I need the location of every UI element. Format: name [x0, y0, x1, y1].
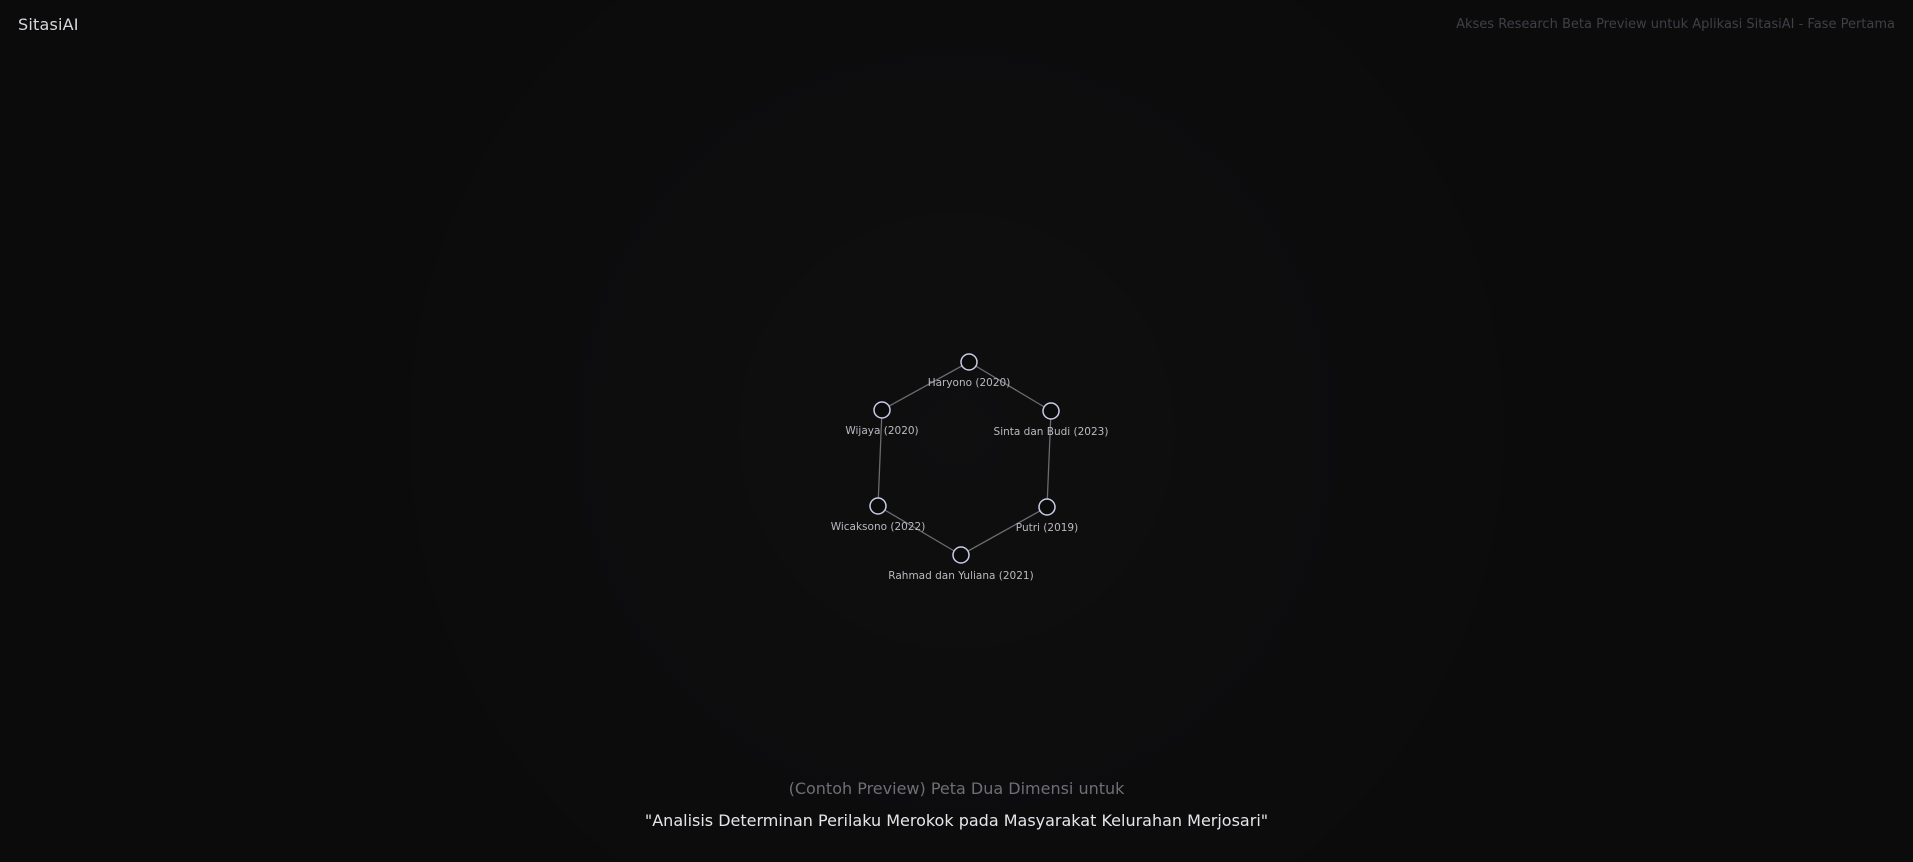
graph-nodes	[831, 354, 1109, 582]
node-circle-haryono[interactable]	[961, 354, 977, 370]
node-label-rahmad: Rahmad dan Yuliana (2021)	[888, 570, 1034, 582]
node-label-haryono: Haryono (2020)	[927, 377, 1011, 389]
map-subtitle: (Contoh Preview) Peta Dua Dimensi untuk	[788, 779, 1125, 798]
node-label-putri: Putri (2019)	[1015, 522, 1079, 534]
graph-node-haryono[interactable]	[928, 354, 1011, 389]
node-label-wicaksono: Wicaksono (2022)	[830, 521, 926, 533]
node-circle-sinta[interactable]	[1043, 403, 1059, 419]
graph-node-rahmad[interactable]	[888, 547, 1033, 582]
beta-tagline: Akses Research Beta Preview untuk Aplikasi SitasiAI - Fase Pertama	[1456, 17, 1895, 32]
brand-logo[interactable]: SitasiAI	[18, 15, 79, 34]
node-circle-rahmad[interactable]	[953, 547, 969, 563]
node-label-wijaya: Wijaya (2020)	[845, 425, 919, 437]
graph-node-wicaksono[interactable]	[831, 498, 926, 533]
map-title: "Analisis Determinan Perilaku Merokok pada Masyarakat Kelurahan Merjosari"	[644, 811, 1269, 830]
node-circle-putri[interactable]	[1039, 499, 1055, 515]
node-circle-wicaksono[interactable]	[870, 498, 886, 514]
graph-node-putri[interactable]	[1016, 499, 1078, 534]
node-label-sinta: Sinta dan Budi (2023)	[993, 426, 1109, 438]
node-circle-wijaya[interactable]	[874, 402, 890, 418]
